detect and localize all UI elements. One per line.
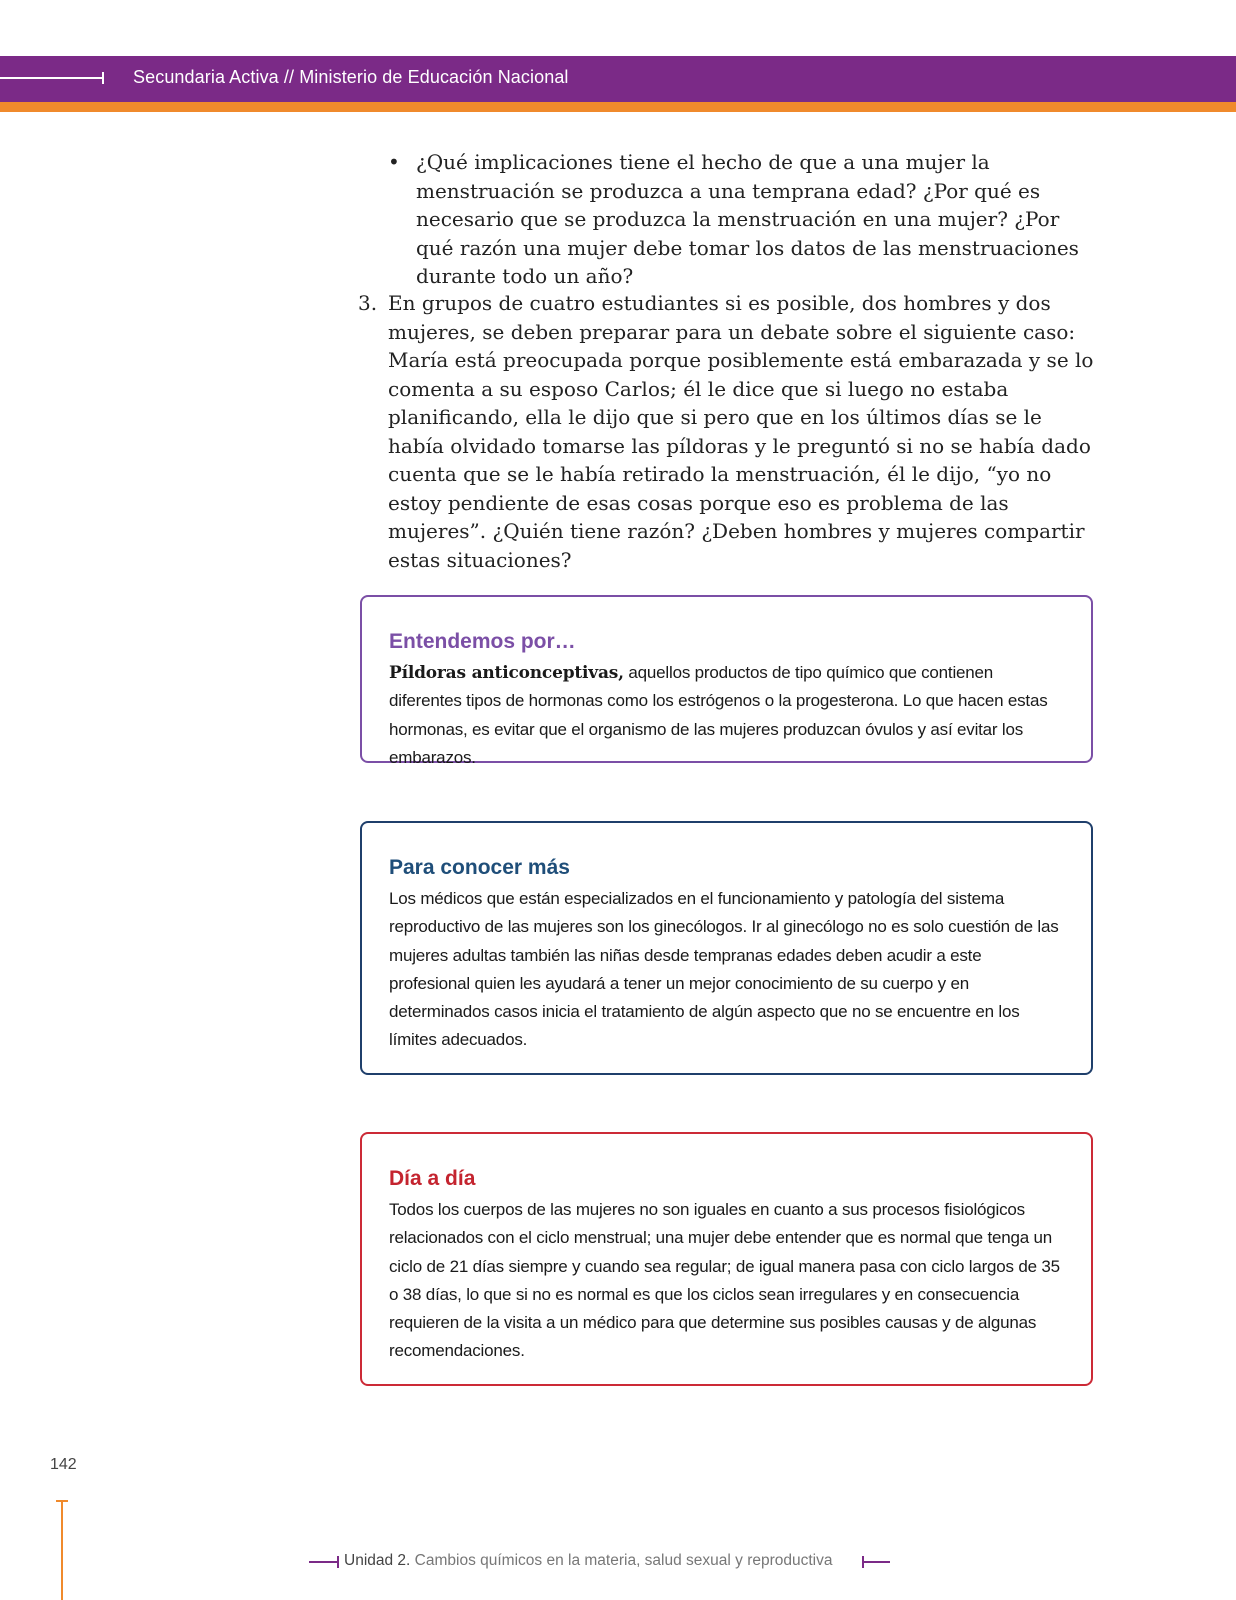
dia-a-dia-title: Día a día: [389, 1167, 476, 1190]
item-number: 3.: [358, 291, 378, 315]
conocer-mas-title: Para conocer más: [389, 856, 570, 879]
bullet-marker: •: [388, 150, 400, 174]
footer-left-rule-tick: [337, 1556, 339, 1568]
conocer-mas-text: Los médicos que están especializados en el funcionamiento y patología del sistema reproductivo de las mujeres son los ginecólogos. Ir al ginecólogo no es solo cuestión de las mujeres adultas también las niñas desde tempranas edades deben acudir a este profesional quien les ayudará a tener un mejor conocimiento de su cuerpo y en determinados casos inicia el tratamiento de algún aspecto que no se encuentre en los límites adecuados.: [389, 889, 1059, 1050]
item-text: En grupos de cuatro estudiantes si es posible, dos hombres y dos mujeres, se deben preparar para un debate sobre el siguiente caso: María está preocupada porque posiblemente está embarazada y se lo comenta a su esposo Carlos; él le dice que si luego no estaba planificando, ella le dijo que si pero que en los últimos días se le había olvidado tomarse las píldoras y le preguntó si no se había dado cuenta que se le había retirado la menstruación, él le dijo, “yo no estoy pendiente de esas cosas porque eso es problema de las mujeres”. ¿Quién tiene razón? ¿Deben hombres y mujeres compartir estas situaciones?: [388, 291, 1094, 572]
dia-a-dia-box: [360, 1132, 1093, 1386]
conocer-mas-box: [360, 821, 1093, 1075]
footer-right-rule-tick: [862, 1556, 864, 1568]
footer-left-rule: [309, 1561, 339, 1563]
entendemos-definition: aquellos productos de tipo químico que contienen diferentes tipos de hormonas como los estrógenos o la progesterona. Lo que hacen estas hormonas, es evitar que el organismo de las mujeres produzcan óvulos y así evitar los embarazos.: [389, 663, 1048, 767]
footer-unit-title: Cambios químicos en la materia, salud sexual y reproductiva: [410, 1552, 833, 1569]
bullet-text: ¿Qué implicaciones tiene el hecho de que a una mujer la menstruación se produzca a una temprana edad? ¿Por qué es necesario que se produzca la menstruación en una mujer? ¿Por qué razón una mujer debe tomar los datos de las menstruaciones durante todo un año?: [416, 150, 1079, 288]
page-number: 142: [50, 1456, 77, 1473]
header-accent-stripe: [0, 102, 1236, 112]
entendemos-term: Píldoras anticonceptivas,: [389, 663, 624, 683]
footer-vertical-rule: [61, 1500, 63, 1600]
footer-unit-caption: [344, 1552, 833, 1570]
header-rule-tick: [102, 72, 104, 84]
footer-right-rule: [862, 1561, 890, 1563]
header-rule: [0, 77, 104, 79]
entendemos-box: [360, 595, 1093, 767]
entendemos-body: [389, 659, 1066, 772]
dia-a-dia-text: Todos los cuerpos de las mujeres no son iguales en cuanto a sus procesos fisiológicos relacionados con el ciclo menstrual; una mujer debe entender que es normal que tenga un ciclo de 21 días siempre y cuando sea regular; de igual manera pasa con ciclo largos de 35 o 38 días, lo que si no es normal es que los ciclos sean irregulares y en consecuencia requieren de la visita a un médico para que determine sus posibles causas y de algunas recomendaciones.: [389, 1200, 1060, 1361]
footer-vertical-rule-tick: [56, 1500, 68, 1502]
entendemos-title: Entendemos por…: [389, 630, 576, 653]
footer-unit-label: Unidad 2.: [344, 1552, 411, 1569]
header-title: Secundaria Activa // Ministerio de Educación Nacional: [133, 67, 569, 87]
